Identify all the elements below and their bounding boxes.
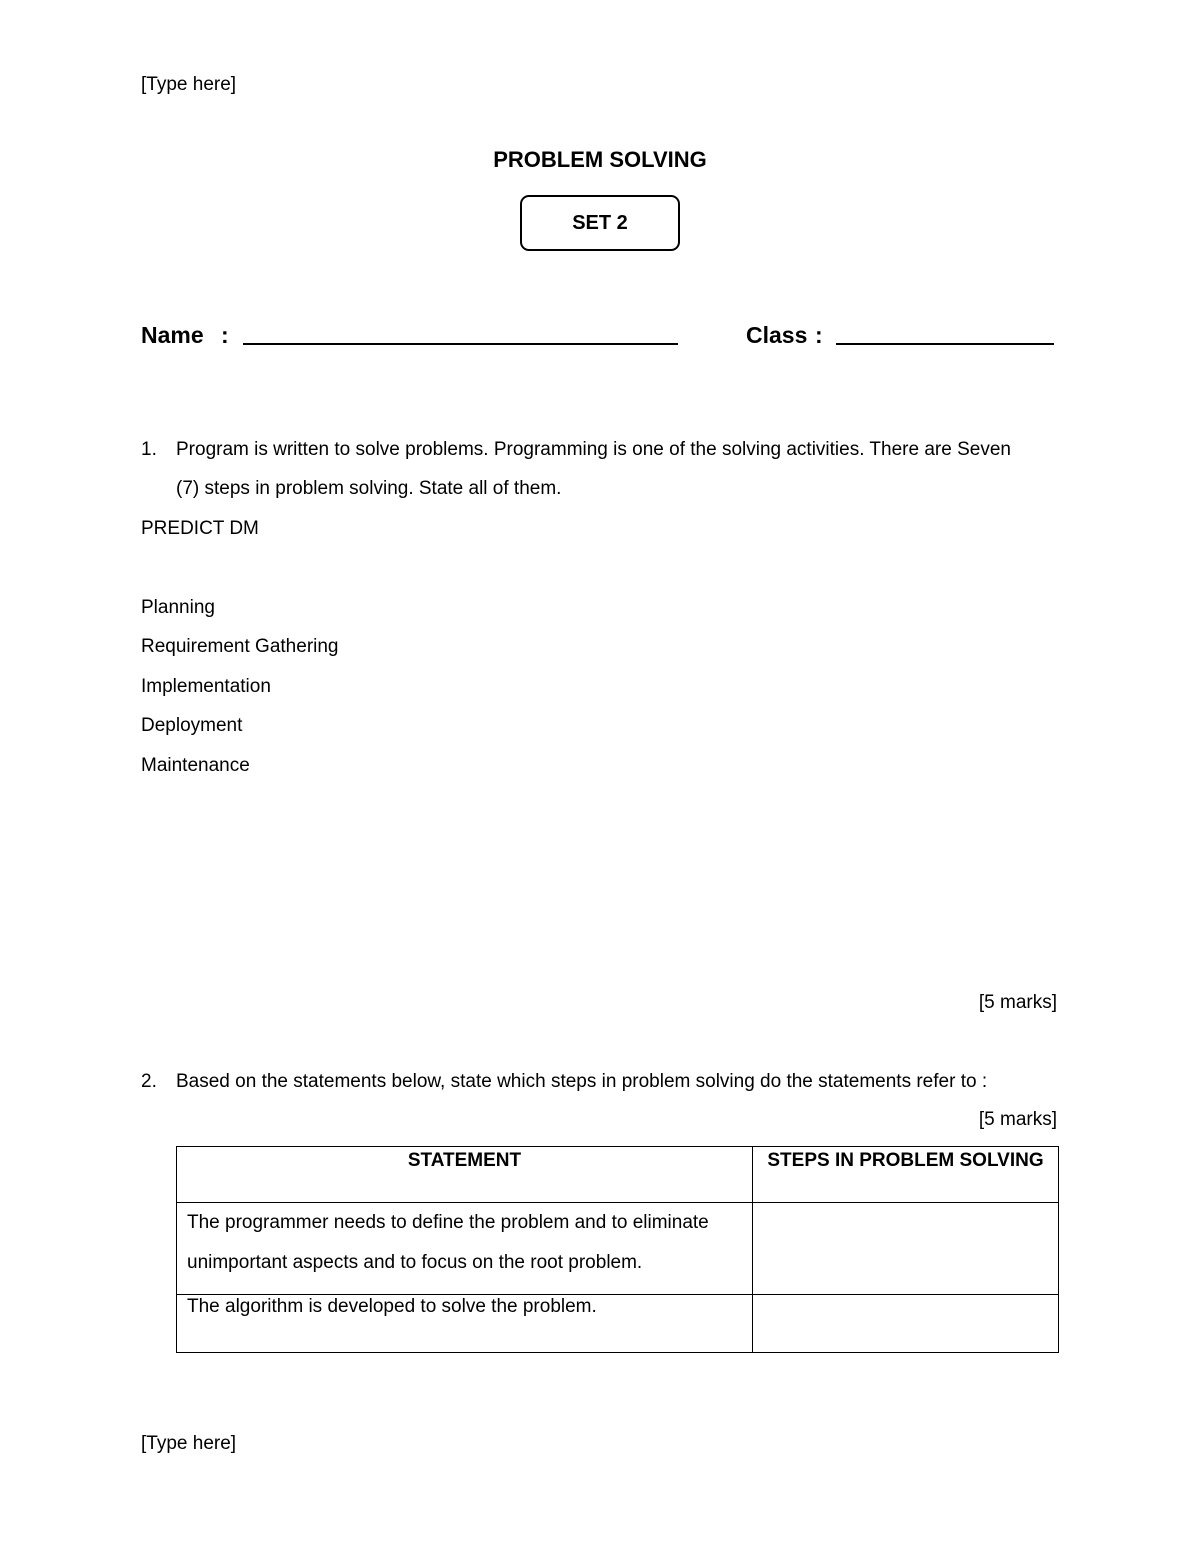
name-colon: : xyxy=(221,322,229,348)
page-title: PROBLEM SOLVING xyxy=(493,147,707,172)
name-blank-line[interactable] xyxy=(243,343,678,345)
step-answer-cell[interactable] xyxy=(753,1203,1059,1295)
answer-line: Maintenance xyxy=(141,755,250,776)
question-1-marks: [5 marks] xyxy=(978,992,1057,1013)
answer-line: Deployment xyxy=(141,715,243,736)
question-1-line-1: Program is written to solve problems. Programming is one of the solving activities. There are Seven xyxy=(176,439,1011,460)
class-label: Class xyxy=(746,322,808,348)
class-colon: : xyxy=(815,322,823,348)
statement-line: unimportant aspects and to focus on the root problem. xyxy=(187,1252,643,1273)
statement-cell xyxy=(177,1203,753,1295)
page-header: [Type here] xyxy=(141,74,237,95)
set-label: SET 2 xyxy=(572,211,628,234)
table-row xyxy=(177,1203,1059,1295)
question-2-text: Based on the statements below, state which steps in problem solving do the statements refer to : xyxy=(176,1071,988,1092)
question-2-marks: [5 marks] xyxy=(978,1109,1057,1130)
question-1-number: 1. xyxy=(141,439,157,460)
name-label: Name xyxy=(141,322,204,348)
statement-line: The programmer needs to define the problem and to eliminate xyxy=(187,1212,709,1233)
question-2-number: 2. xyxy=(141,1071,157,1092)
answer-line: Planning xyxy=(141,597,215,618)
steps-table xyxy=(176,1146,1059,1353)
answer-line: Requirement Gathering xyxy=(141,636,339,657)
question-1-line-2: (7) steps in problem solving. State all of them. xyxy=(176,478,562,499)
table-header-row xyxy=(177,1147,1059,1203)
page-footer: [Type here] xyxy=(141,1433,237,1454)
class-blank-line[interactable] xyxy=(836,343,1054,345)
table-row xyxy=(177,1295,1059,1353)
statement-cell xyxy=(177,1295,753,1353)
set-label-box xyxy=(520,195,680,251)
table-header-statement: STATEMENT xyxy=(177,1147,753,1203)
step-answer-cell[interactable] xyxy=(753,1295,1059,1353)
table-header-steps: STEPS IN PROBLEM SOLVING xyxy=(753,1147,1059,1203)
answer-line: Implementation xyxy=(141,676,271,697)
answer-line: PREDICT DM xyxy=(141,518,259,539)
statement-line: The algorithm is developed to solve the problem. xyxy=(187,1296,597,1317)
